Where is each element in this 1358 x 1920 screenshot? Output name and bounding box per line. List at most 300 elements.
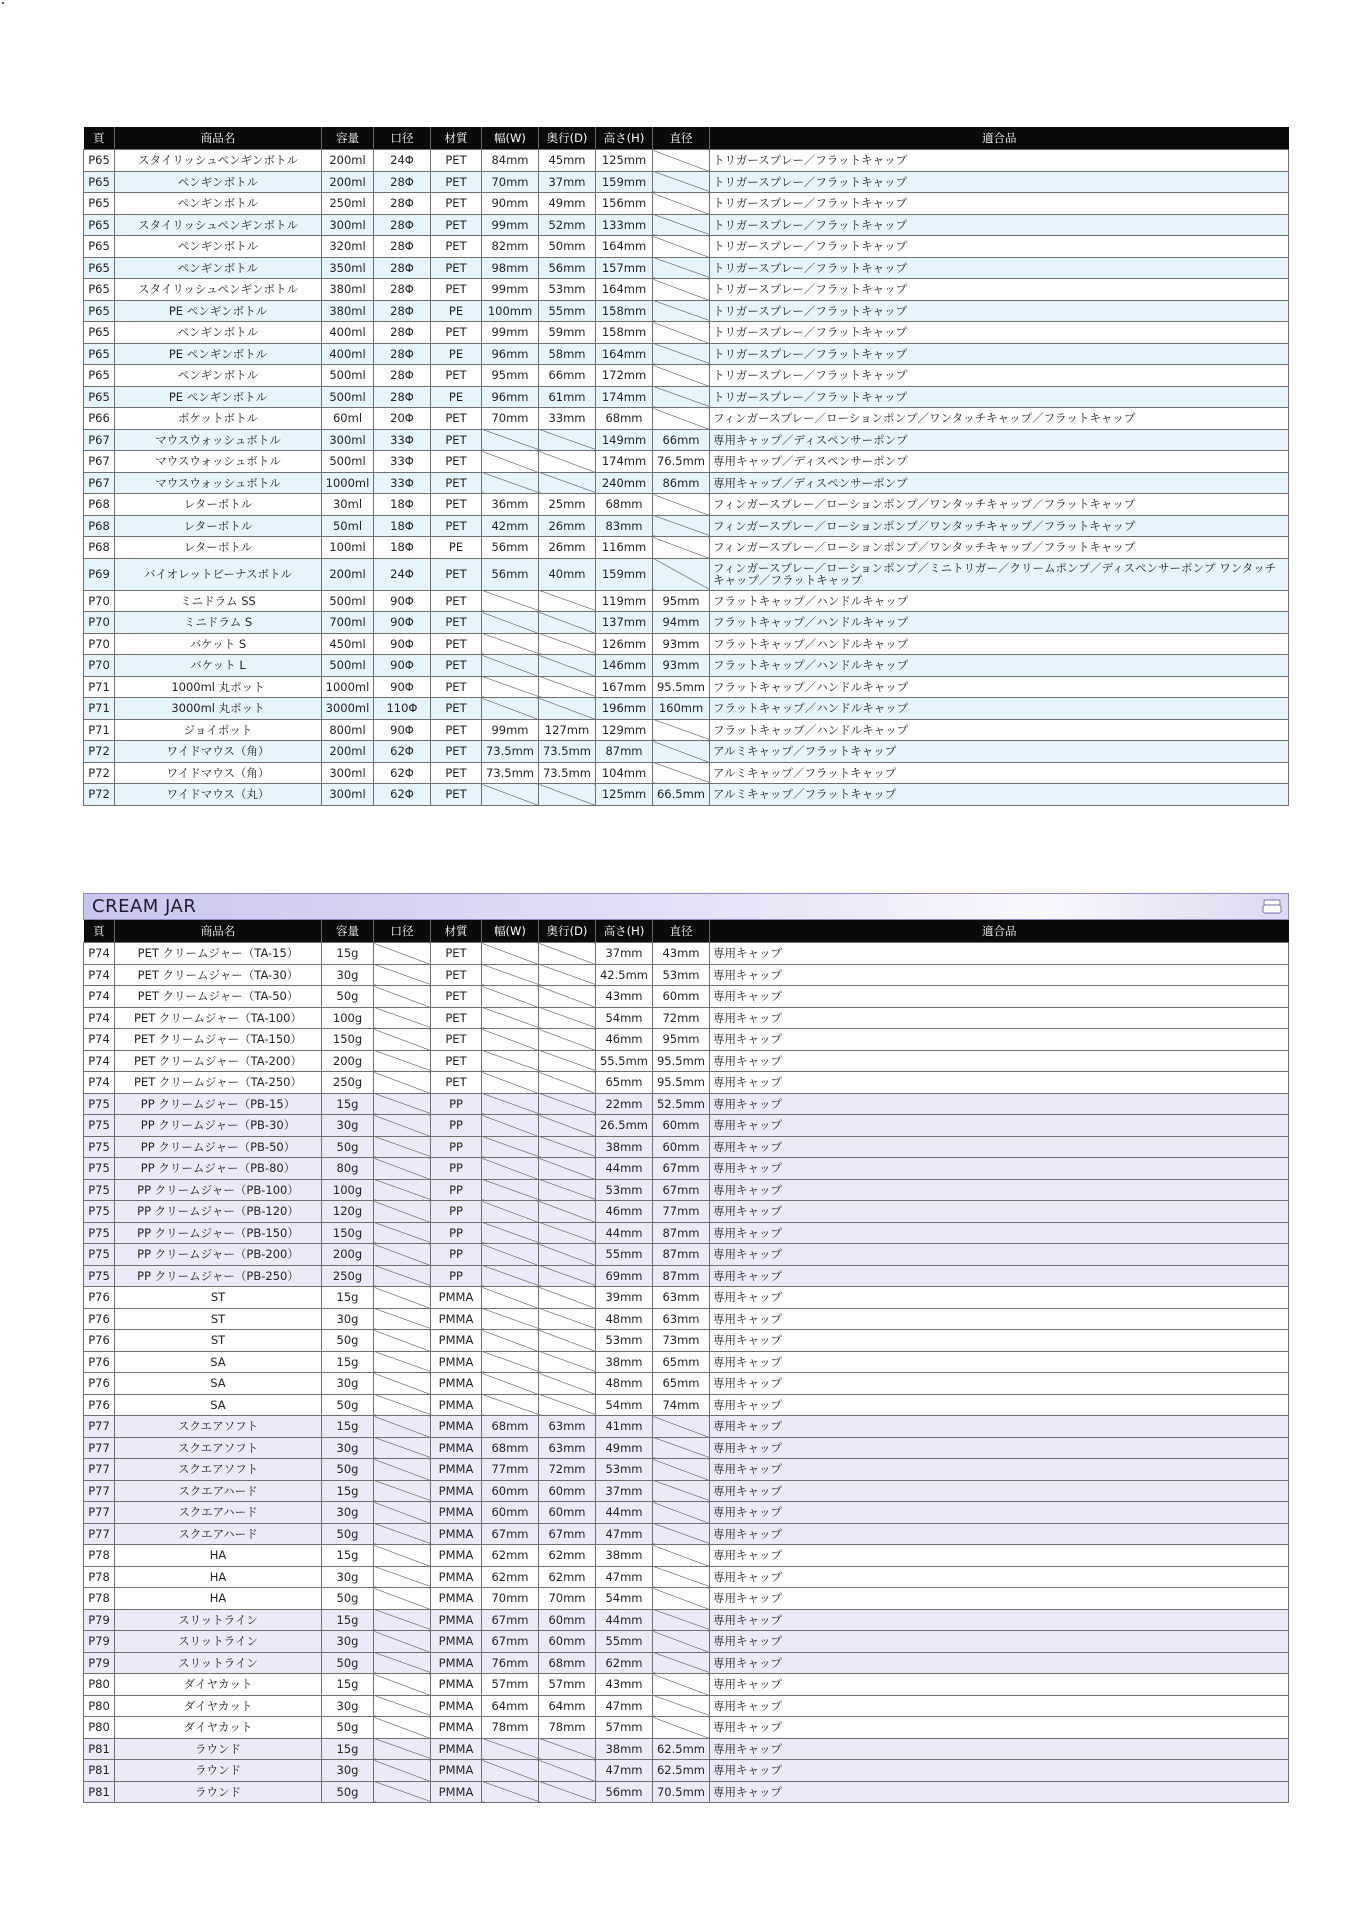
cell-compatible: 専用キャップ [710, 1502, 1289, 1524]
cell-neck: 18Φ [374, 494, 431, 516]
cell-diameter: 86mm [653, 472, 710, 494]
table-row [84, 1244, 1289, 1266]
cell-width [482, 698, 539, 720]
cell-depth: 60mm [539, 1480, 596, 1502]
cell-compatible: アルミキャップ／フラットキャップ [710, 784, 1289, 806]
cell-diameter [653, 300, 710, 322]
cell-width [482, 1072, 539, 1094]
cell-product-name: PP クリームジャー（PB-150） [115, 1222, 322, 1244]
table-row [84, 655, 1289, 677]
cell-compatible: アルミキャップ／フラットキャップ [710, 741, 1289, 763]
cell-diameter [653, 1416, 710, 1438]
cell-page: P71 [84, 698, 115, 720]
cell-height: 133mm [596, 214, 653, 236]
cell-depth [539, 1330, 596, 1352]
cell-diameter [653, 386, 710, 408]
cell-page: P72 [84, 762, 115, 784]
cell-depth [539, 1781, 596, 1803]
cell-diameter [653, 365, 710, 387]
cell-material: PET [431, 655, 482, 677]
cell-capacity: 15g [322, 1351, 374, 1373]
cell-depth: 72mm [539, 1459, 596, 1481]
cell-neck: 28Φ [374, 322, 431, 344]
cell-capacity: 50g [322, 1394, 374, 1416]
cell-page: P80 [84, 1717, 115, 1739]
cell-depth [539, 1179, 596, 1201]
header-depth: 奥行(D) [539, 920, 596, 943]
cell-width [482, 1007, 539, 1029]
cell-page: P77 [84, 1480, 115, 1502]
cell-width: 68mm [482, 1416, 539, 1438]
cell-height: 156mm [596, 193, 653, 215]
cell-page: P75 [84, 1222, 115, 1244]
cell-width [482, 986, 539, 1008]
table-row [84, 612, 1289, 634]
cell-width: 99mm [482, 279, 539, 301]
table-row [84, 590, 1289, 612]
cell-material: PET [431, 964, 482, 986]
cell-material: PET [431, 451, 482, 473]
cell-page: P67 [84, 429, 115, 451]
cell-height: 240mm [596, 472, 653, 494]
cell-width: 77mm [482, 1459, 539, 1481]
cell-capacity: 50g [322, 1136, 374, 1158]
table-header-row [84, 127, 1289, 150]
cell-width: 76mm [482, 1652, 539, 1674]
cell-page: P76 [84, 1373, 115, 1395]
cell-diameter [653, 762, 710, 784]
cell-neck [374, 1158, 431, 1180]
cell-diameter: 53mm [653, 964, 710, 986]
cell-page: P77 [84, 1502, 115, 1524]
table-row [84, 343, 1289, 365]
cell-neck: 28Φ [374, 365, 431, 387]
cell-compatible: 専用キャップ [710, 1373, 1289, 1395]
cell-depth [539, 1738, 596, 1760]
cell-product-name: PE ペンギンボトル [115, 300, 322, 322]
table-row [84, 1308, 1289, 1330]
cell-width [482, 1373, 539, 1395]
cell-page: P65 [84, 214, 115, 236]
cell-neck [374, 1717, 431, 1739]
cell-depth: 50mm [539, 236, 596, 258]
cell-compatible: 専用キャップ [710, 1201, 1289, 1223]
table-row [84, 1351, 1289, 1373]
cell-diameter: 72mm [653, 1007, 710, 1029]
cell-depth [539, 590, 596, 612]
cell-depth: 63mm [539, 1437, 596, 1459]
cell-compatible: 専用キャップ [710, 1459, 1289, 1481]
cell-height: 46mm [596, 1029, 653, 1051]
cell-height: 174mm [596, 386, 653, 408]
cell-height: 172mm [596, 365, 653, 387]
cell-product-name: スタイリッシュペンギンボトル [115, 150, 322, 172]
cell-width: 82mm [482, 236, 539, 258]
cell-page: P75 [84, 1115, 115, 1137]
table-row [84, 1050, 1289, 1072]
cell-material: PET [431, 558, 482, 590]
cell-neck [374, 1351, 431, 1373]
cell-page: P78 [84, 1545, 115, 1567]
cell-height: 44mm [596, 1158, 653, 1180]
cell-compatible: フィンガースプレー／ローションポンプ／ワンタッチキャップ／フラットキャップ [710, 537, 1289, 559]
cell-width: 96mm [482, 386, 539, 408]
cell-compatible: 専用キャップ／ディスペンサーポンプ [710, 472, 1289, 494]
cell-height: 87mm [596, 741, 653, 763]
cell-product-name: ジョイポット [115, 719, 322, 741]
cell-capacity: 50g [322, 1588, 374, 1610]
cell-height: 125mm [596, 784, 653, 806]
cell-page: P77 [84, 1523, 115, 1545]
cell-compatible: 専用キャップ [710, 1394, 1289, 1416]
cell-product-name: ワイドマウス（丸） [115, 784, 322, 806]
cell-height: 57mm [596, 1717, 653, 1739]
cell-capacity: 380ml [322, 279, 374, 301]
cell-compatible: 専用キャップ [710, 1437, 1289, 1459]
cell-material: PE [431, 343, 482, 365]
cell-material: PMMA [431, 1394, 482, 1416]
cell-height: 68mm [596, 494, 653, 516]
cell-product-name: PE ペンギンボトル [115, 343, 322, 365]
cell-neck [374, 1459, 431, 1481]
cell-page: P74 [84, 943, 115, 965]
cell-height: 129mm [596, 719, 653, 741]
cell-capacity: 15g [322, 1674, 374, 1696]
cell-diameter: 94mm [653, 612, 710, 634]
cell-diameter: 93mm [653, 633, 710, 655]
cell-material: PP [431, 1179, 482, 1201]
cell-diameter: 74mm [653, 1394, 710, 1416]
cell-diameter [653, 1480, 710, 1502]
cell-capacity: 100ml [322, 537, 374, 559]
cell-product-name: ペンギンボトル [115, 322, 322, 344]
cell-diameter: 66.5mm [653, 784, 710, 806]
cell-product-name: ペンギンボトル [115, 365, 322, 387]
cell-diameter [653, 322, 710, 344]
cell-product-name: PP クリームジャー（PB-80） [115, 1158, 322, 1180]
cell-material: PET [431, 762, 482, 784]
cell-product-name: SA [115, 1394, 322, 1416]
cell-width: 36mm [482, 494, 539, 516]
cell-neck [374, 1244, 431, 1266]
cell-material: PET [431, 1007, 482, 1029]
cell-material: PMMA [431, 1308, 482, 1330]
cell-diameter [653, 214, 710, 236]
cell-height: 46mm [596, 1201, 653, 1223]
cell-page: P75 [84, 1244, 115, 1266]
cell-depth: 25mm [539, 494, 596, 516]
cell-neck [374, 1072, 431, 1094]
cell-compatible: 専用キャップ／ディスペンサーポンプ [710, 451, 1289, 473]
cell-compatible: 専用キャップ [710, 1609, 1289, 1631]
cell-material: PET [431, 943, 482, 965]
cell-material: PP [431, 1201, 482, 1223]
cell-neck [374, 1222, 431, 1244]
cell-height: 83mm [596, 515, 653, 537]
cell-width: 84mm [482, 150, 539, 172]
cell-page: P65 [84, 236, 115, 258]
cell-neck [374, 1115, 431, 1137]
cell-depth [539, 633, 596, 655]
cell-width [482, 1179, 539, 1201]
cell-diameter: 43mm [653, 943, 710, 965]
cell-capacity: 50g [322, 1523, 374, 1545]
cell-product-name: ダイヤカット [115, 1674, 322, 1696]
cell-depth [539, 655, 596, 677]
cell-product-name: スクエアソフト [115, 1416, 322, 1438]
cell-width: 96mm [482, 343, 539, 365]
cell-neck [374, 1588, 431, 1610]
cell-depth: 64mm [539, 1695, 596, 1717]
cell-compatible: 専用キャップ [710, 1760, 1289, 1782]
cell-page: P74 [84, 1029, 115, 1051]
cell-capacity: 380ml [322, 300, 374, 322]
header-depth: 奥行(D) [539, 127, 596, 150]
cell-height: 44mm [596, 1609, 653, 1631]
cell-height: 41mm [596, 1416, 653, 1438]
cell-page: P74 [84, 1007, 115, 1029]
cell-width: 67mm [482, 1609, 539, 1631]
cell-product-name: PP クリームジャー（PB-50） [115, 1136, 322, 1158]
cell-diameter: 160mm [653, 698, 710, 720]
cell-diameter [653, 719, 710, 741]
cell-height: 54mm [596, 1394, 653, 1416]
cell-depth: 37mm [539, 171, 596, 193]
cell-product-name: レターボトル [115, 537, 322, 559]
header-compatible: 適合品 [710, 127, 1289, 150]
table-row [84, 1201, 1289, 1223]
cell-neck: 24Φ [374, 150, 431, 172]
table-row [84, 451, 1289, 473]
cell-height: 149mm [596, 429, 653, 451]
cell-depth: 26mm [539, 537, 596, 559]
cell-page: P79 [84, 1652, 115, 1674]
cell-depth: 57mm [539, 1674, 596, 1696]
cell-depth [539, 1158, 596, 1180]
cell-height: 38mm [596, 1545, 653, 1567]
table-row [84, 300, 1289, 322]
cell-capacity: 150g [322, 1029, 374, 1051]
cell-height: 38mm [596, 1351, 653, 1373]
cell-compatible: 専用キャップ [710, 1029, 1289, 1051]
cell-diameter [653, 408, 710, 430]
cell-neck [374, 1330, 431, 1352]
cell-material: PMMA [431, 1760, 482, 1782]
cell-width [482, 1308, 539, 1330]
cell-depth [539, 1136, 596, 1158]
cell-product-name: SA [115, 1373, 322, 1395]
table-row [84, 1717, 1289, 1739]
cell-page: P77 [84, 1459, 115, 1481]
cell-material: PET [431, 279, 482, 301]
cell-compatible: トリガースプレー／フラットキャップ [710, 171, 1289, 193]
cell-compatible: 専用キャップ [710, 1265, 1289, 1287]
header-page: 頁 [84, 127, 115, 150]
cell-depth: 63mm [539, 1416, 596, 1438]
cell-diameter [653, 1566, 710, 1588]
cell-neck: 28Φ [374, 193, 431, 215]
cell-height: 159mm [596, 558, 653, 590]
cell-height: 174mm [596, 451, 653, 473]
cell-page: P71 [84, 719, 115, 741]
cell-diameter [653, 150, 710, 172]
cell-depth [539, 964, 596, 986]
cell-material: PMMA [431, 1437, 482, 1459]
cell-page: P75 [84, 1201, 115, 1223]
cell-capacity: 50ml [322, 515, 374, 537]
cell-depth: 56mm [539, 257, 596, 279]
cell-height: 48mm [596, 1373, 653, 1395]
cell-width: 56mm [482, 537, 539, 559]
cell-depth [539, 612, 596, 634]
cell-compatible: フラットキャップ／ハンドルキャップ [710, 698, 1289, 720]
table-row [84, 1760, 1289, 1782]
header-diameter: 直径 [653, 127, 710, 150]
cell-capacity: 15g [322, 1480, 374, 1502]
cell-depth: 61mm [539, 386, 596, 408]
cell-diameter [653, 1502, 710, 1524]
cell-neck: 20Φ [374, 408, 431, 430]
cell-page: P65 [84, 193, 115, 215]
cell-material: PMMA [431, 1781, 482, 1803]
cell-height: 49mm [596, 1437, 653, 1459]
cell-page: P81 [84, 1738, 115, 1760]
cell-material: PP [431, 1115, 482, 1137]
cell-product-name: PET クリームジャー（TA-100） [115, 1007, 322, 1029]
cell-capacity: 100g [322, 1179, 374, 1201]
cell-width: 42mm [482, 515, 539, 537]
table-row [84, 1631, 1289, 1653]
cell-compatible: フィンガースプレー／ローションポンプ／ミニトリガー／クリームポンプ／ディスペンサーポンプ ワンタッチキャップ／フラットキャップ [710, 558, 1289, 590]
cell-neck [374, 1545, 431, 1567]
cell-height: 43mm [596, 1674, 653, 1696]
cell-product-name: スクエアソフト [115, 1459, 322, 1481]
cell-height: 68mm [596, 408, 653, 430]
table-row [84, 171, 1289, 193]
cell-page: P76 [84, 1351, 115, 1373]
cell-page: P68 [84, 494, 115, 516]
cell-compatible: 専用キャップ [710, 986, 1289, 1008]
cell-material: PET [431, 719, 482, 741]
cell-diameter [653, 1437, 710, 1459]
cell-width [482, 1050, 539, 1072]
table-row [84, 1480, 1289, 1502]
cell-neck [374, 986, 431, 1008]
cell-product-name: ミニドラム SS [115, 590, 322, 612]
cell-capacity: 500ml [322, 590, 374, 612]
cell-material: PMMA [431, 1588, 482, 1610]
cell-height: 158mm [596, 300, 653, 322]
cell-diameter: 67mm [653, 1179, 710, 1201]
cell-height: 164mm [596, 343, 653, 365]
cell-diameter: 66mm [653, 429, 710, 451]
cell-diameter: 95.5mm [653, 676, 710, 698]
cell-neck: 90Φ [374, 676, 431, 698]
cell-neck [374, 1007, 431, 1029]
section-title: CREAM JAR [92, 896, 197, 917]
cell-depth: 58mm [539, 343, 596, 365]
cell-width [482, 590, 539, 612]
cell-compatible: 専用キャップ [710, 1695, 1289, 1717]
cell-page: P68 [84, 515, 115, 537]
cell-diameter: 62.5mm [653, 1760, 710, 1782]
table-row [84, 633, 1289, 655]
cell-diameter [653, 171, 710, 193]
cell-neck: 62Φ [374, 784, 431, 806]
cell-page: P79 [84, 1631, 115, 1653]
cell-product-name: スタイリッシュペンギンボトル [115, 214, 322, 236]
cell-compatible: 専用キャップ [710, 1072, 1289, 1094]
cell-compatible: 専用キャップ [710, 1115, 1289, 1137]
cell-material: PET [431, 612, 482, 634]
cell-material: PMMA [431, 1480, 482, 1502]
cell-height: 167mm [596, 676, 653, 698]
cell-capacity: 200ml [322, 741, 374, 763]
table-row [84, 429, 1289, 451]
table-row [84, 1265, 1289, 1287]
cell-height: 126mm [596, 633, 653, 655]
table-row [84, 193, 1289, 215]
cell-neck: 90Φ [374, 655, 431, 677]
cell-diameter: 63mm [653, 1287, 710, 1309]
cell-capacity: 3000ml [322, 698, 374, 720]
cell-width: 70mm [482, 408, 539, 430]
table-row [84, 1459, 1289, 1481]
cell-width [482, 1265, 539, 1287]
cell-material: PMMA [431, 1373, 482, 1395]
cell-product-name: スリットライン [115, 1631, 322, 1653]
cell-width [482, 1351, 539, 1373]
cell-height: 196mm [596, 698, 653, 720]
cell-neck [374, 1373, 431, 1395]
table-row [84, 1416, 1289, 1438]
cell-neck [374, 1308, 431, 1330]
cell-compatible: フラットキャップ／ハンドルキャップ [710, 612, 1289, 634]
cell-neck [374, 1631, 431, 1653]
cell-diameter: 62.5mm [653, 1738, 710, 1760]
cell-width [482, 1136, 539, 1158]
cell-compatible: 専用キャップ [710, 1136, 1289, 1158]
cell-product-name: スリットライン [115, 1609, 322, 1631]
cell-page: P65 [84, 300, 115, 322]
cell-neck: 28Φ [374, 236, 431, 258]
cell-diameter [653, 537, 710, 559]
cell-page: P74 [84, 1050, 115, 1072]
header-product-name: 商品名 [115, 920, 322, 943]
cell-material: PMMA [431, 1330, 482, 1352]
cell-capacity: 1000ml [322, 472, 374, 494]
cell-material: PET [431, 1029, 482, 1051]
cell-depth [539, 943, 596, 965]
cell-material: PET [431, 257, 482, 279]
cell-depth [539, 1029, 596, 1051]
cell-height: 125mm [596, 150, 653, 172]
cell-page: P65 [84, 171, 115, 193]
cell-capacity: 50g [322, 986, 374, 1008]
cell-height: 146mm [596, 655, 653, 677]
cell-width [482, 1115, 539, 1137]
table-row [84, 1652, 1289, 1674]
cell-material: PMMA [431, 1609, 482, 1631]
cell-product-name: PET クリームジャー（TA-250） [115, 1072, 322, 1094]
cell-width: 56mm [482, 558, 539, 590]
cell-neck [374, 1652, 431, 1674]
cell-height: 26.5mm [596, 1115, 653, 1137]
cell-material: PET [431, 1050, 482, 1072]
header-width: 幅(W) [482, 920, 539, 943]
cell-neck: 18Φ [374, 515, 431, 537]
cell-material: PET [431, 633, 482, 655]
